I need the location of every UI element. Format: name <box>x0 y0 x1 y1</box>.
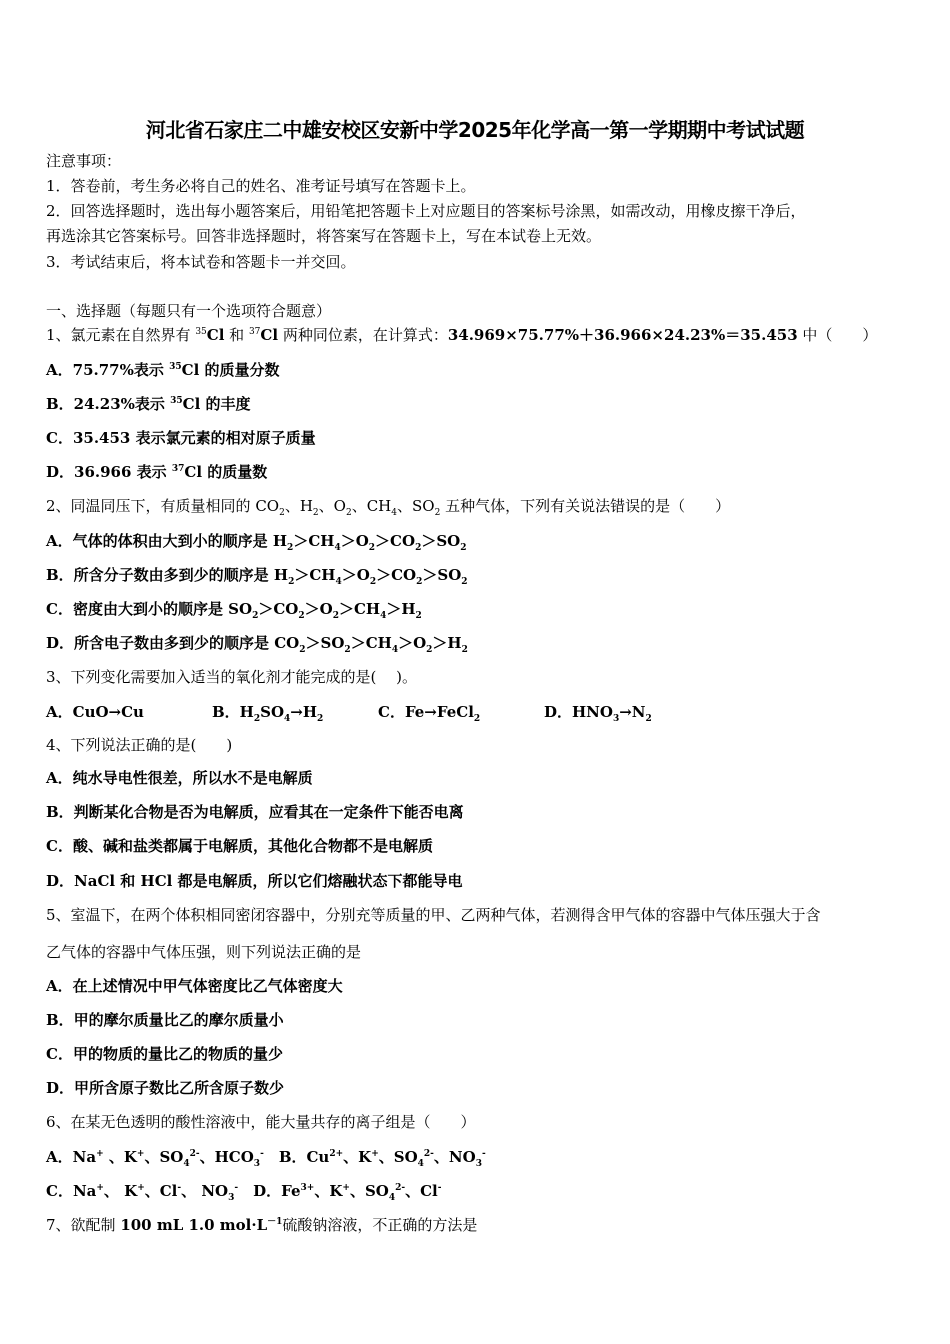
option: B．判断某化合物是否为电解质，应看其在一定条件下能否电离 <box>46 803 464 821</box>
question-stem: 3、下列变化需要加入适当的氧化剂才能完成的是( )。 <box>46 668 418 686</box>
option: A．纯水导电性很差，所以水不是电解质 <box>46 769 313 787</box>
option: A．在上述情况中甲气体密度比乙气体密度大 <box>46 977 343 995</box>
option: D．36.966 表示 $^{37}$Cl 的质量数 <box>46 463 268 481</box>
notice-item: 1．答卷前，考生务必将自己的姓名、准考证号填写在答题卡上。 <box>46 177 476 195</box>
option: C．Fe→FeCl$_2$ <box>378 703 481 724</box>
question-stem: 1、氯元素在自然界有 $^{35}$Cl 和 $^{37}$Cl 两种同位素，在计算式：34.969×75.77%＋36.966×24.23%＝35.453 中（ ） <box>46 326 878 344</box>
notice-heading: 注意事项： <box>46 152 122 170</box>
question-stem-continued: 乙气体的容器中气体压强，则下列说法正确的是 <box>46 943 362 961</box>
option: C．35.453 表示氯元素的相对原子质量 <box>46 429 316 447</box>
option: B．甲的摩尔质量比乙的摩尔质量小 <box>46 1011 284 1029</box>
question-stem: 2、同温同压下，有质量相同的 $CO_2$、$H_2$、$O_2$、$CH_4$、$SO_2$ 五种气体，下列有关说法错误的是（ ） <box>46 497 731 518</box>
option: C．酸、碱和盐类都属于电解质，其他化合物都不是电解质 <box>46 837 433 855</box>
question-stem: 7、欲配制 100 mL 1.0 $mol\cdot L^{-1}$硫酸钠溶液，不正确的方法是 <box>46 1216 478 1234</box>
option: D．$HNO_3\to N_2$ <box>544 703 652 724</box>
option: D．甲所含原子数比乙所含原子数少 <box>46 1079 285 1097</box>
question-stem: 4、下列说法正确的是( ) <box>46 736 233 754</box>
option: A．Na+ 、K+、$SO_4^{2-}$、$HCO_3^-$ B．$Cu^{2+}$、K+、$SO_4^{2-}$、$NO_3^-$ <box>46 1148 486 1169</box>
option: B．24.23%表示 $^{35}$Cl 的丰度 <box>46 395 251 413</box>
section-heading: 一、选择题（每题只有一个选项符合题意） <box>46 302 332 320</box>
notice-item: 2．回答选择题时，选出每小题答案后，用铅笔把答题卡上对应题目的答案标号涂黑，如需改动，用橡皮擦干净后， <box>46 202 806 220</box>
option: C．甲的物质的量比乙的物质的量少 <box>46 1045 283 1063</box>
notice-item: 3．考试结束后，将本试卷和答题卡一并交回。 <box>46 253 356 271</box>
option: C．Na+、 K+、Cl-、 $NO_3^-$ D．$Fe^{3+}$、K+、$SO_4^{2-}$、Cl- <box>46 1182 442 1203</box>
option: D．所含电子数由多到少的顺序是 $CO_2>SO_2>CH_4>O_2>H_2$ <box>46 634 468 655</box>
option: A．75.77%表示 $^{35}$Cl 的质量分数 <box>46 361 280 379</box>
notice-item: 再选涂其它答案标号。回答非选择题时，将答案写在答题卡上，写在本试卷上无效。 <box>46 227 602 245</box>
option: B．所含分子数由多到少的顺序是 $H_2>CH_4>O_2>CO_2>SO_2$ <box>46 566 468 587</box>
option-row <box>46 702 710 722</box>
option: D．NaCl 和 HCl 都是电解质，所以它们熔融状态下都能导电 <box>46 872 463 890</box>
question-stem: 6、在某无色透明的酸性溶液中，能大量共存的离子组是（ ） <box>46 1113 476 1131</box>
question-stem: 5、室温下，在两个体积相同密闭容器中，分别充等质量的甲、乙两种气体，若测得含甲气体的容器中气体压强大于含 <box>46 906 821 924</box>
option: A．CuO→Cu <box>46 703 144 721</box>
option: B．$H_2SO_4\to H_2$ <box>212 703 324 724</box>
option: C．密度由大到小的顺序是 $SO_2>CO_2>O_2>CH_4>H_2$ <box>46 600 422 621</box>
page-title: 河北省石家庄二中雄安校区安新中学2025年化学高一第一学期期中考试试题 <box>145 118 805 142</box>
option: A．气体的体积由大到小的顺序是 $H_2>CH_4>O_2>CO_2>SO_2$ <box>46 532 467 553</box>
